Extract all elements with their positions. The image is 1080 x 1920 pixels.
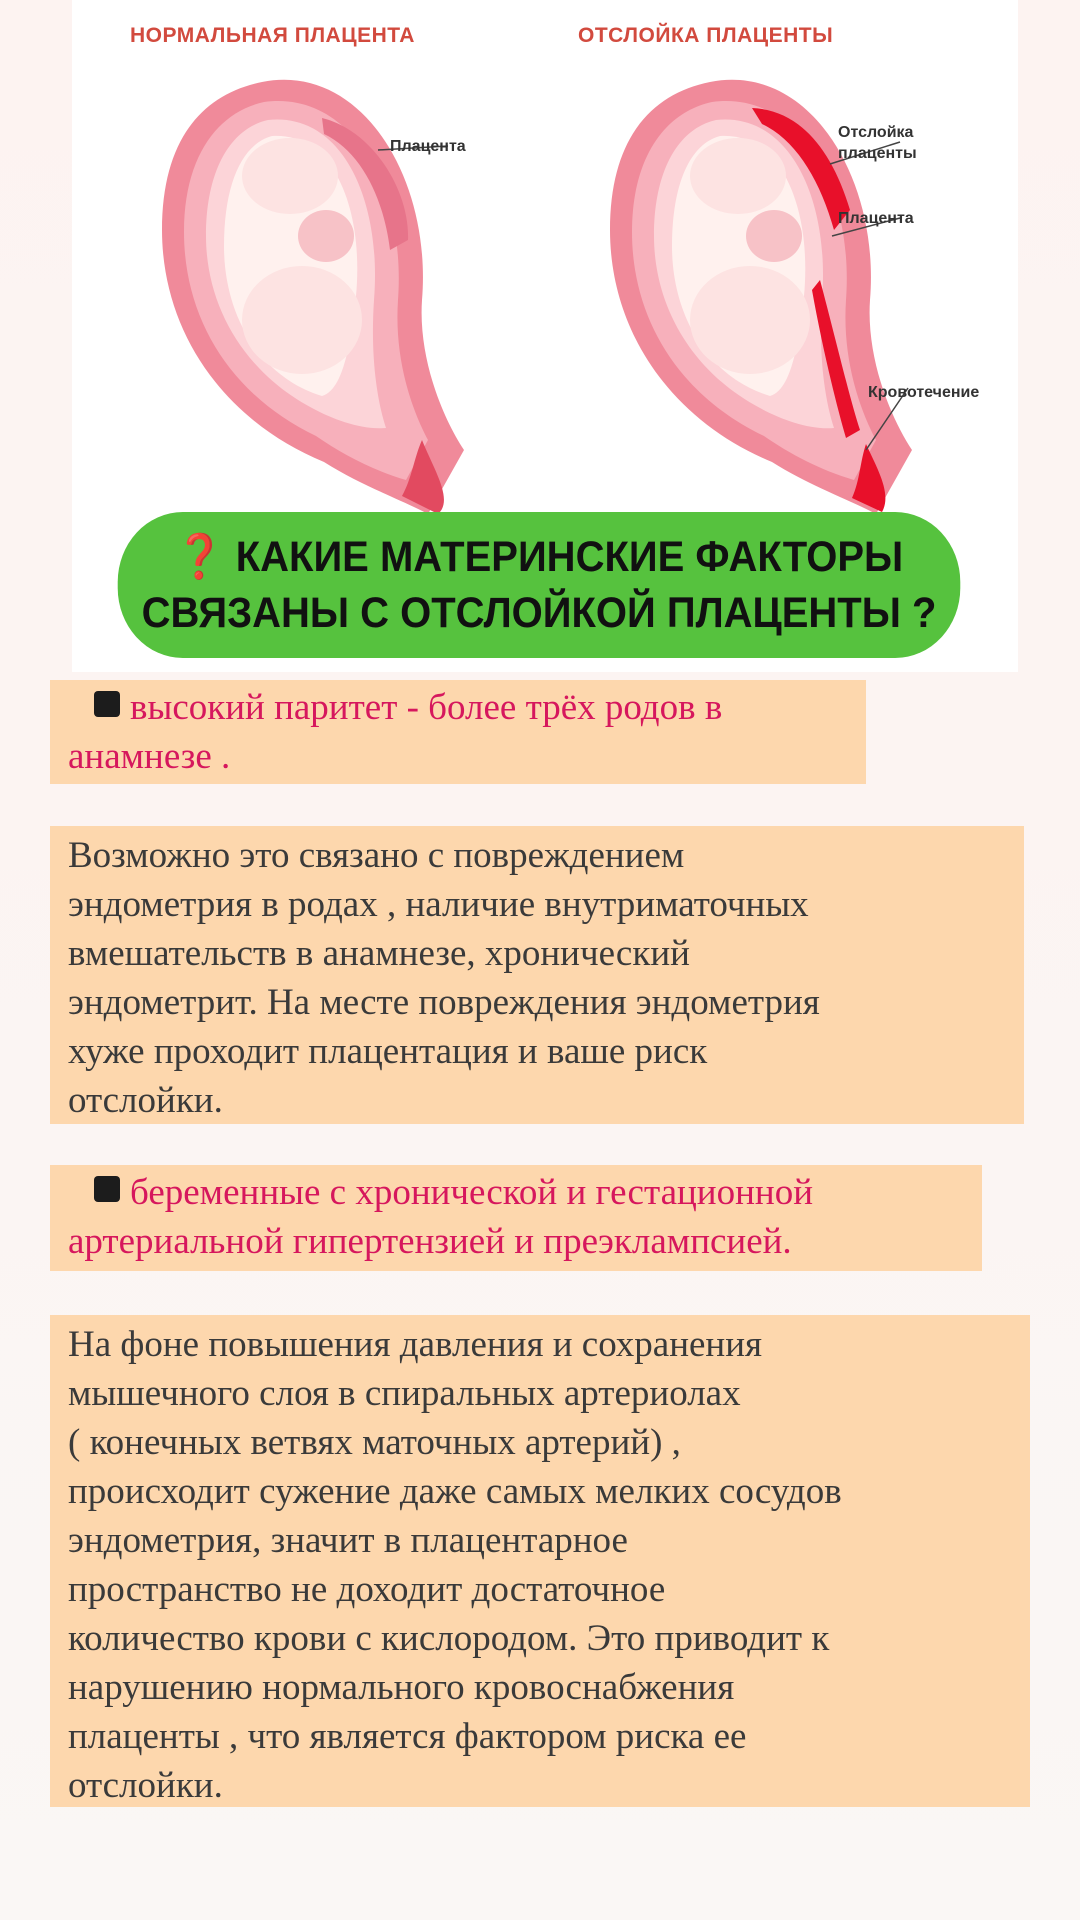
- factor-line: анамнезе .: [68, 736, 231, 777]
- factor-text: беременные с хронической и гестационной: [130, 1172, 814, 1213]
- banner-line1-text: КАКИЕ МАТЕРИНСКИЕ ФАКТОРЫ: [235, 533, 904, 581]
- explanation-line: эндометрия в родах , наличие внутриматочных: [68, 884, 809, 925]
- bleeding-label: Кровотечение: [868, 384, 980, 401]
- explanation-line: На фоне повышения давления и сохранения: [68, 1324, 763, 1365]
- normal-placenta-title: НОРМАЛЬНАЯ ПЛАЦЕНТА: [130, 24, 415, 47]
- explanation-line: ( конечных ветвях маточных артерий) ,: [68, 1422, 681, 1463]
- abruption-title: ОТСЛОЙКА ПЛАЦЕНТЫ: [578, 24, 834, 47]
- black-square-icon: [94, 1176, 120, 1202]
- explanation-line: хуже проходит плацентация и ваше риск: [68, 1031, 708, 1072]
- explanation-line: плаценты , что является фактором риска ее: [68, 1716, 747, 1757]
- explanation-line: вмешательств в анамнезе, хронический: [68, 933, 690, 974]
- explanation-line: эндометрия, значит в плацентарное: [68, 1520, 628, 1561]
- explanation-endometrium: [50, 826, 1024, 1124]
- abruption-label: [838, 122, 917, 164]
- question-mark-icon: ❓: [174, 533, 225, 581]
- banner-line2: СВЯЗАНЫ С ОТСЛОЙКОЙ ПЛАЦЕНТЫ ?: [141, 589, 937, 637]
- explanation-line: количество крови с кислородом. Это приводит к: [68, 1618, 830, 1659]
- explanation-line: отслойки.: [68, 1765, 223, 1806]
- factor-line: [68, 1168, 964, 1217]
- banner-line1: [175, 529, 903, 585]
- abruption-label-line2: плаценты: [838, 145, 917, 162]
- explanation-line: нарушению нормального кровоснабжения: [68, 1667, 735, 1708]
- placenta-label-right: Плацента: [838, 210, 914, 227]
- explanation-line: происходит сужение даже самых мелких сосудов: [68, 1471, 842, 1512]
- black-square-icon: [94, 691, 120, 717]
- explanation-line: Возможно это связано с повреждением: [68, 835, 685, 876]
- explanation-line: эндометрит. На месте повреждения эндометрия: [68, 982, 820, 1023]
- explanation-blood-pressure: [50, 1315, 1030, 1807]
- factor-hypertension: [50, 1165, 982, 1271]
- placenta-label-left: Плацента: [390, 138, 466, 155]
- abruption-label-line1: Отслойка: [838, 124, 914, 141]
- explanation-line: отслойки.: [68, 1080, 223, 1121]
- factor-line: [68, 683, 848, 732]
- question-banner: [118, 512, 961, 658]
- explanation-line: мышечного слоя в спиральных артериолах: [68, 1373, 741, 1414]
- factor-line: артериальной гипертензией и преэклампсией.: [68, 1221, 792, 1262]
- factor-text: высокий паритет - более трёх родов в: [130, 687, 723, 728]
- factor-high-parity: [50, 680, 866, 784]
- explanation-line: пространство не доходит достаточное: [68, 1569, 666, 1610]
